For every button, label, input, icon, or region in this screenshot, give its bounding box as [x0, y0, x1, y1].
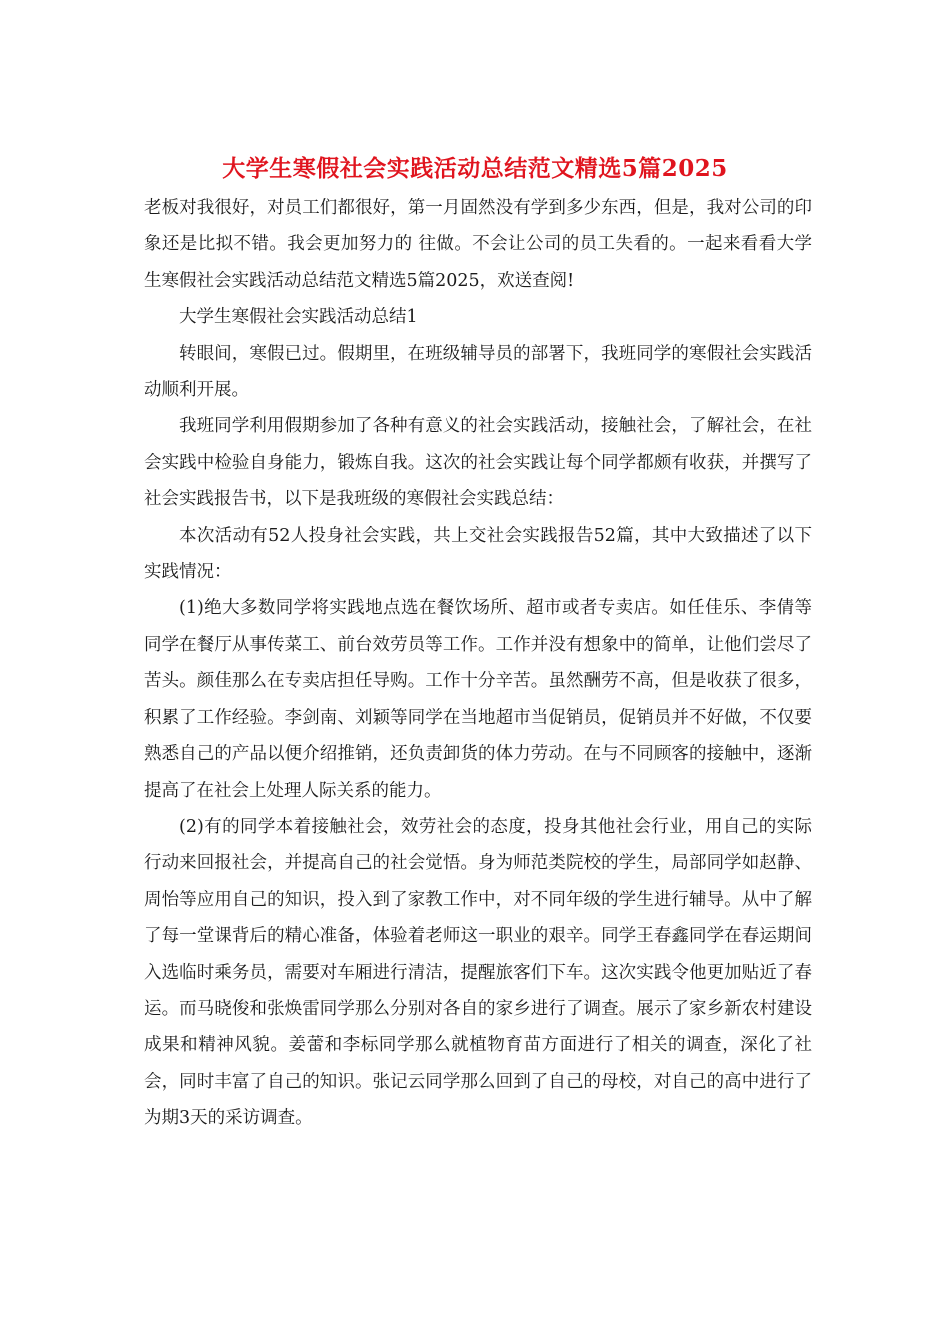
document-body: [144, 190, 812, 1137]
body-paragraph: (2)有的同学本着接触社会，效劳社会的态度，投身其他社会行业，用自己的实际行动来回报社会，并提高自己的社会觉悟。身为师范类院校的学生，局部同学如赵静、周怡等应用自己的知识，投入到了家教工作中，对不同年级的学生进行辅导。从中了解了每一堂课背后的精心准备，体验着老师这一职业的艰辛。同学王春鑫同学在春运期间入选临时乘务员，需要对车厢进行清洁，提醒旅客们下车。这次实践令他更加贴近了春运。而马晓俊和张焕雷同学那么分别对各自的家乡进行了调查。展示了家乡新农村建设成果和精神风貌。姜蕾和李标同学那么就植物育苗方面进行了相关的调查，深化了社会，同时丰富了自己的知识。张记云同学那么回到了自己的母校，对自己的高中进行了为期3天的采访调查。: [144, 816, 812, 1129]
body-paragraph: 我班同学利用假期参加了各种有意义的社会实践活动，接触社会，了解社会，在社会实践中检验自身能力，锻炼自我。这次的社会实践让每个同学都颇有收获，并撰写了社会实践报告书，以下是我班级的寒假社会实践总结：: [144, 416, 812, 510]
body-paragraph: 老板对我很好，对员工们都很好，第一月固然没有学到多少东西，但是，我对公司的印象还是比拟不错。我会更加努力的 往做。不会让公司的员工失看的。一起来看看大学生寒假社会实践活动总结范文精选5篇2025，欢送查阅!: [144, 198, 812, 291]
body-paragraph: 转眼间，寒假已过。假期里，在班级辅导员的部署下，我班同学的寒假社会实践活动顺利开展。: [144, 343, 812, 401]
body-paragraph: (1)绝大多数同学将实践地点选在餐饮场所、超市或者专卖店。如任佳乐、李倩等同学在餐厅从事传菜工、前台效劳员等工作。工作并没有想象中的简单，让他们尝尽了苦头。颜佳那么在专卖店担任导购。工作十分辛苦。虽然酬劳不高，但是收获了很多，积累了工作经验。李剑南、刘颖等同学在当地超市当促销员，促销员并不好做，不仅要熟悉自己的产品以便介绍推销，还负责卸货的体力劳动。在与不同顾客的接触中，逐渐提高了在社会上处理人际关系的能力。: [144, 598, 812, 801]
body-paragraph: 大学生寒假社会实践活动总结1: [179, 307, 418, 328]
document-title: 大学生寒假社会实践活动总结范文精选5篇2025: [222, 155, 728, 182]
body-paragraph: 本次活动有52人投身社会实践，共上交社会实践报告52篇，其中大致描述了以下实践情况：: [144, 525, 812, 583]
